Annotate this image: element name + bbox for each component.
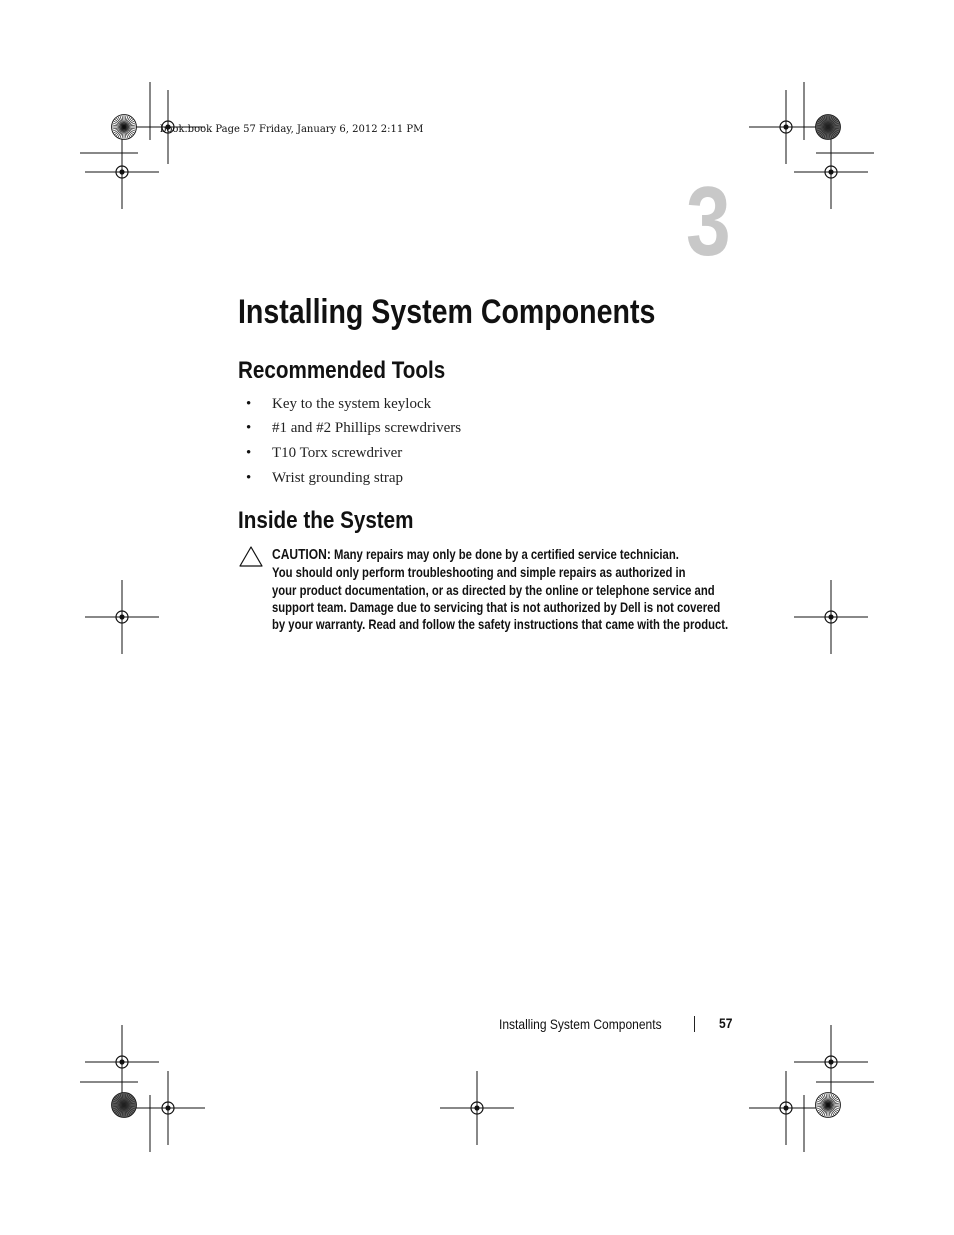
bullet: • xyxy=(246,470,252,486)
registration-mark xyxy=(794,580,868,654)
caution-line: your product documentation, or as directed by the online or telephone service and xyxy=(272,582,715,598)
caution-line: Many repairs may only be done by a certified service technician. xyxy=(333,547,679,562)
chapter-number: 3 xyxy=(686,166,731,276)
caution-line: by your warranty. Read and follow the safety instructions that came with the product. xyxy=(272,617,729,633)
list-item: Wrist grounding strap xyxy=(272,470,404,486)
footer-divider xyxy=(694,1016,695,1032)
page-number: 57 xyxy=(719,1015,733,1031)
list-item: T10 Torx screwdriver xyxy=(272,445,403,461)
starburst-mark xyxy=(816,115,841,140)
list-item: #1 and #2 Phillips screwdrivers xyxy=(272,420,462,436)
section-heading-recommended-tools: Recommended Tools xyxy=(238,357,446,384)
registration-mark xyxy=(749,1071,823,1145)
starburst-mark xyxy=(112,1093,137,1118)
caution-label: CAUTION: xyxy=(272,547,331,563)
registration-mark xyxy=(749,90,823,164)
bullet: • xyxy=(246,420,252,436)
registration-mark xyxy=(85,135,159,209)
caution-line: support team. Damage due to servicing that is not authorized by Dell is not covered xyxy=(272,599,721,615)
registration-mark xyxy=(440,1071,514,1145)
registration-mark xyxy=(85,1025,159,1099)
registration-mark xyxy=(131,1071,205,1145)
registration-mark xyxy=(794,135,868,209)
starburst-mark xyxy=(816,1093,841,1118)
registration-mark xyxy=(85,580,159,654)
chapter-title: Installing System Components xyxy=(238,293,656,331)
list-item: Key to the system keylock xyxy=(272,396,432,412)
registration-mark xyxy=(794,1025,868,1099)
print-slug: book.book Page 57 Friday, January 6, 2012 2:11 PM xyxy=(160,124,424,135)
footer-chapter-title: Installing System Components xyxy=(499,1016,662,1032)
caution-note xyxy=(272,546,737,633)
bullet: • xyxy=(246,445,252,461)
caution-line: You should only perform troubleshooting and simple repairs as authorized in xyxy=(272,565,686,581)
caution-icon xyxy=(240,547,262,566)
bullet: • xyxy=(246,396,252,412)
starburst-mark xyxy=(112,115,137,140)
section-heading-inside-the-system: Inside the System xyxy=(238,507,414,534)
